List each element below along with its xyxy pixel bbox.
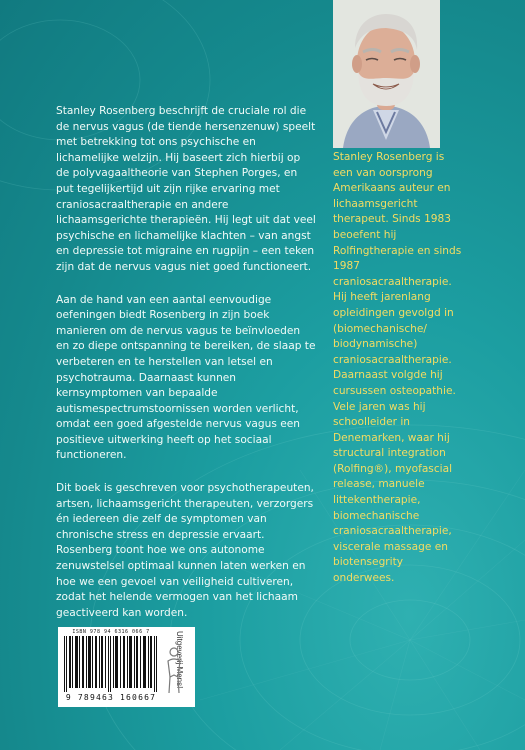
isbn-label: ISBN 978 94 6316 066 7	[72, 629, 150, 635]
isbn-digits: 9 789463 160667	[65, 693, 157, 702]
publisher-mark	[164, 627, 195, 707]
description-paragraph-2: Aan de hand van een aantal eenvoudige oefeningen biedt Rosenberg in zijn boek manieren om de nervus vagus te beïnvloeden en zo diepe ontspanning te bereiken, de slaap te verbeteren en te herstellen van letsel en psychotrauma. Daarnaast kunnen kernsymptomen van bepaalde autismespectrumstoornissen worden verlicht, omdat een goed afgestelde nervus vagus een positieve uitwerking heeft op het sociaal functioneren.	[56, 293, 316, 462]
author-photo	[333, 0, 440, 148]
description-paragraph-3: Dit boek is geschreven voor psychotherapeuten, artsen, lichaamsgericht therapeuten, verzorgers én iedereen die zelf de symptomen van chronische stress en depressie ervaart. Rosenberg toont hoe we ons autonome zenuwstelsel optimaal kunnen laten werken en hoe we een gevoel van veiligheid cultiveren, zodat het helende vermogen van het lichaam geactiveerd kan worden.	[56, 482, 314, 619]
human-figure-logo-icon	[166, 645, 182, 697]
barcode-bars	[62, 636, 160, 692]
back-cover-description	[56, 104, 316, 638]
description-paragraph-1: Stanley Rosenberg beschrijft de cruciale rol die de nervus vagus (de tiende hersenzenuw) speelt met betrekking tot ons psychische en lichamelijke welzijn. Hij baseert zich hierbij op de polyvagaaltheorie van Stephen Porges, en put tegelijkertijd uit zijn rijke ervaring met craniosacraaltherapie en andere lichaamsgerichte therapieën. Hij legt uit dat veel psychische en lichamelijke klachten – van angst en depressie tot migraine en rugpijn – een teken zijn dat de nervus vagus niet goed functioneert.	[56, 105, 316, 273]
author-biography: Stanley Rosenberg is een van oorsprong Amerikaans auteur en lichaamsgericht therapeut. Sinds 1983 beoefent hij Rolfingtherapie en sinds 1987 craniosacraaltherapie. Hij heeft jarenlang opleidingen gevolgd in (biomechanische/ biodynamische) craniosacraaltherapie. Daarnaast volgde hij cursussen osteopathie. Vele jaren was hij schoolleider in Denemarken, waar hij structural integration (Rolfing®), myofascial release, manuele littekentherapie, biomechanische craniosacraaltherapie, viscerale massage en biotensegrity onderwees.	[333, 151, 462, 585]
isbn-barcode	[58, 627, 164, 707]
publisher-name: Uitgeverij Mens!	[175, 631, 184, 689]
